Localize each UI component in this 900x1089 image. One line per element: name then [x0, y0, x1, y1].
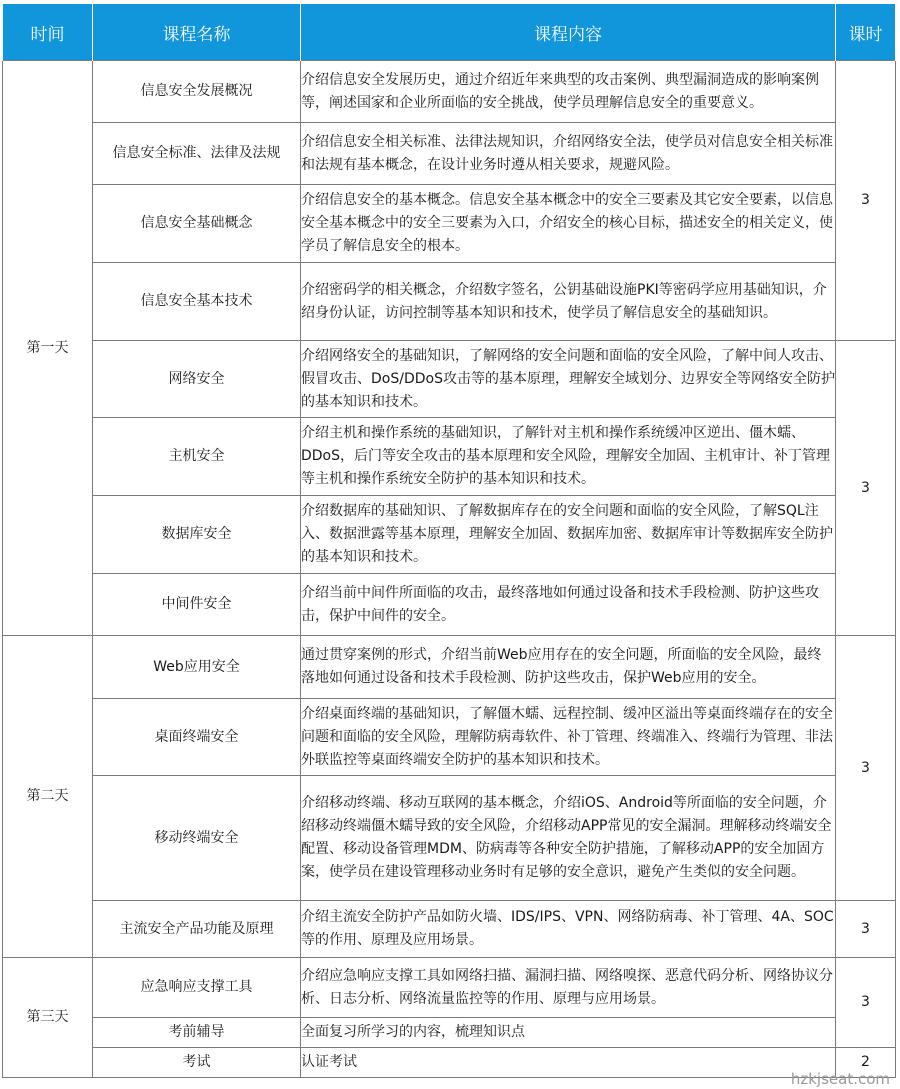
hours-cell: 3 [836, 61, 896, 341]
course-desc-cell: 介绍信息安全发展历史，通过介绍近年来典型的攻击案例、典型漏洞造成的影响案例等，阐述国家和企业所面临的安全挑战，使学员理解信息安全的重要意义。 [301, 61, 836, 123]
table-row [3, 636, 896, 699]
course-desc-cell: 介绍主流安全防护产品如防火墙、IDS/IPS、VPN、网络防病毒、补丁管理、4A、SOC等的作用、原理及应用场景。 [301, 901, 836, 958]
course-desc-cell: 全面复习所学习的内容，梳理知识点 [301, 1018, 836, 1048]
table-row [3, 776, 896, 901]
course-desc-cell: 介绍主机和操作系统的基础知识，了解针对主机和操作系统缓冲区逆出、僵木蠕、DDoS，后门等安全攻击的基本原理和安全风险，理解安全加固、主机审计、补丁管理等主机和操作系统安全防护的基本知识和技术。 [301, 418, 836, 496]
watermark-text: hzkjseat.com [790, 1070, 890, 1088]
table-row [3, 263, 896, 341]
course-desc-cell: 介绍网络安全的基础知识，了解网络的安全问题和面临的安全风险，了解中间人攻击、假冒攻击、DoS/DDoS攻击等的基本原理，理解安全域划分、边界安全等网络安全防护的基本知识和技术。 [301, 341, 836, 418]
course-name-cell: 网络安全 [93, 341, 301, 418]
course-desc-cell: 介绍数据库的基础知识、了解数据库存在的安全问题和面临的安全风险，了解SQL注入、数据泄露等基本原理，理解安全加固、数据库加密、数据库审计等数据库安全防护的基本知识和技术。 [301, 496, 836, 574]
header-course-name: 课程名称 [93, 4, 301, 61]
course-desc-cell: 介绍应急响应支撑工具如网络扫描、漏洞扫描、网络嗅探、恶意代码分析、网络协议分析、日志分析、网络流量监控等的作用、原理与应用场景。 [301, 958, 836, 1018]
course-name-cell: 考前辅导 [93, 1018, 301, 1048]
table-row [3, 185, 896, 263]
course-name-cell: 信息安全发展概况 [93, 61, 301, 123]
table-row [3, 1018, 896, 1048]
course-name-cell: 主机安全 [93, 418, 301, 496]
hours-cell: 3 [836, 636, 896, 901]
day-cell: 第一天 [3, 61, 93, 636]
table-row [3, 61, 896, 123]
course-desc-cell: 通过贯穿案例的形式，介绍当前Web应用存在的安全问题，所面临的安全风险，最终落地如何通过设备和技术手段检测、防护这些攻击，保护Web应用的安全。 [301, 636, 836, 699]
hours-cell: 2 [836, 1048, 896, 1078]
course-name-cell: 中间件安全 [93, 574, 301, 636]
hours-cell: 3 [836, 901, 896, 958]
hours-cell: 3 [836, 341, 896, 636]
course-desc-cell: 介绍信息安全相关标准、法律法规知识，介绍网络安全法，使学员对信息安全相关标准和法规有基本概念，在设计业务时遵从相关要求，规避风险。 [301, 123, 836, 185]
course-name-cell: 应急响应支撑工具 [93, 958, 301, 1018]
hours-cell: 3 [836, 958, 896, 1048]
course-name-cell: 考试 [93, 1048, 301, 1078]
header-course-content: 课程内容 [301, 4, 836, 61]
table-row [3, 901, 896, 958]
course-desc-cell: 介绍桌面终端的基础知识，了解僵木蠕、远程控制、缓冲区溢出等桌面终端存在的安全问题和面临的安全风险，理解防病毒软件、补丁管理、终端准入、终端行为管理、非法外联监控等桌面终端安全防护的基本知识和技术。 [301, 699, 836, 776]
table-row [3, 418, 896, 496]
table-header-row [3, 4, 896, 61]
course-desc-cell: 介绍当前中间件所面临的攻击，最终落地如何通过设备和技术手段检测、防护这些攻击，保护中间件的安全。 [301, 574, 836, 636]
course-name-cell: 桌面终端安全 [93, 699, 301, 776]
course-name-cell: 信息安全基本技术 [93, 263, 301, 341]
course-name-cell: 信息安全基础概念 [93, 185, 301, 263]
course-desc-cell: 认证考试 [301, 1048, 836, 1078]
course-desc-cell: 介绍信息安全的基本概念。信息安全基本概念中的安全三要素及其它安全要素，以信息安全基本概念中的安全三要素为入口，介绍安全的核心目标，描述安全的相关定义，使学员了解信息安全的根本。 [301, 185, 836, 263]
course-desc-cell: 介绍密码学的相关概念，介绍数字签名，公钥基础设施PKI等密码学应用基础知识，介绍身份认证，访问控制等基本知识和技术，使学员了解信息安全的基础知识。 [301, 263, 836, 341]
table-row [3, 699, 896, 776]
header-hours: 课时 [836, 4, 896, 61]
course-name-cell: 信息安全标准、法律及法规 [93, 123, 301, 185]
day-cell: 第二天 [3, 636, 93, 958]
table-row [3, 123, 896, 185]
course-desc-cell: 介绍移动终端、移动互联网的基本概念，介绍iOS、Android等所面临的安全问题，介绍移动终端僵木蠕导致的安全风险，介绍移动APP常见的安全漏洞。理解移动终端安全配置、移动设备管理MDM、防病毒等各种安全防护措施，了解移动APP的安全加固方案，使学员在建设管理移动业务时有足够的安全意识，避免产生类似的安全问题。 [301, 776, 836, 901]
table-row [3, 1048, 896, 1078]
header-time: 时间 [3, 4, 93, 61]
course-name-cell: Web应用安全 [93, 636, 301, 699]
course-name-cell: 数据库安全 [93, 496, 301, 574]
day-cell: 第三天 [3, 958, 93, 1078]
table-row [3, 958, 896, 1018]
table-row [3, 341, 896, 418]
table-row [3, 496, 896, 574]
course-name-cell: 移动终端安全 [93, 776, 301, 901]
course-schedule-table [2, 4, 896, 1078]
table-row [3, 574, 896, 636]
course-name-cell: 主流安全产品功能及原理 [93, 901, 301, 958]
